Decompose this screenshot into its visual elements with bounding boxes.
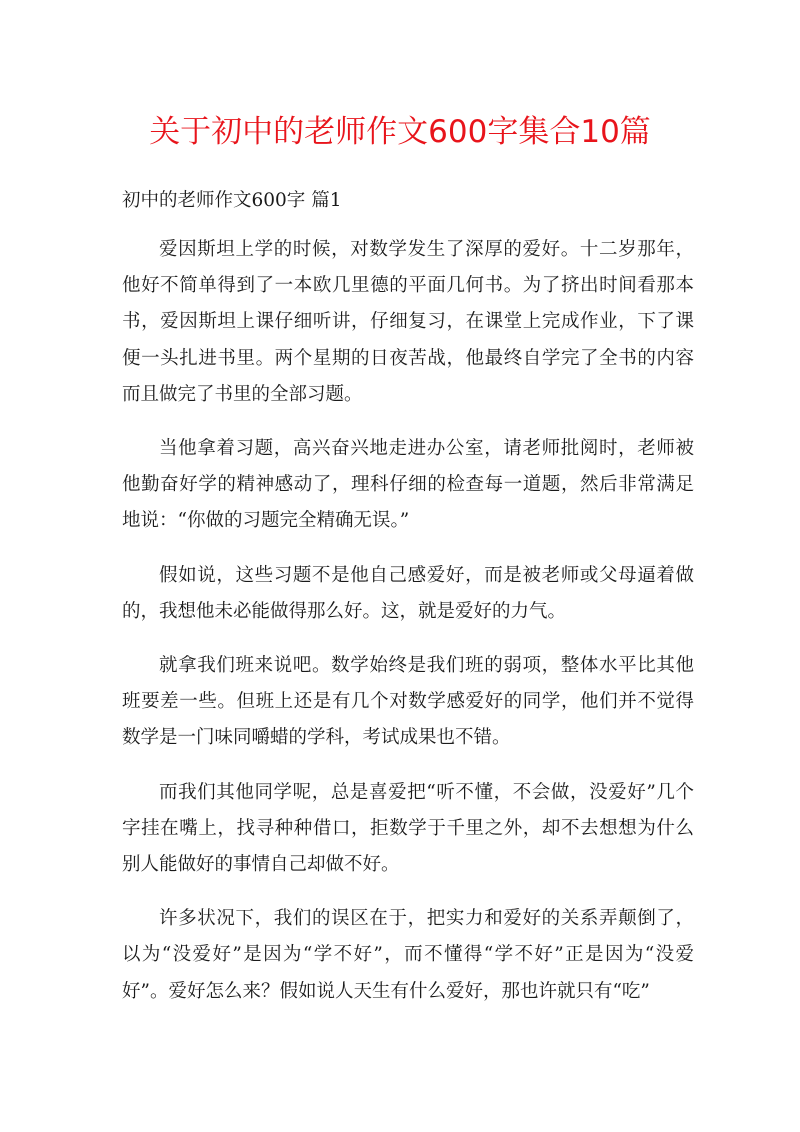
paragraph-2: 当他拿着习题，高兴奋兴地走进办公室，请老师批阅时，老师被他勤奋好学的精神感动了，理科仔细的检查每一道题，然后非常满足地说：“你做的习题完全精确无误。”	[122, 438, 694, 532]
paragraph-4: 就拿我们班来说吧。数学始终是我们班的弱项，整体水平比其他班要差一些。但班上还是有几个对数学感爱好的同学，他们并不觉得数学是一门味同嚼蜡的学科，考试成果也不错。	[122, 655, 694, 749]
paragraph-5: 而我们其他同学呢，总是喜爱把“听不懂，不会做，没爱好”几个字挂在嘴上，找寻种种借口，拒数学于千里之外，却不去想想为什么别人能做好的事情自己却做不好。	[122, 781, 694, 876]
document-title: 关于初中的老师作文600字集合10篇	[149, 114, 651, 150]
document-body	[122, 183, 694, 1010]
paragraph-6: 许多状况下，我们的误区在于，把实力和爱好的关系弄颠倒了，以为“没爱好”是因为“学不好”，而不懂得“学不好”正是因为“没爱好”。爱好怎么来？假如说人天生有什么爱好，那也许就只有“吃”	[122, 908, 694, 1002]
paragraph-1: 爱因斯坦上学的时候，对数学发生了深厚的爱好。十二岁那年，他好不简单得到了一本欧几里德的平面几何书。为了挤出时间看那本书，爱因斯坦上课仔细听讲，仔细复习，在课堂上完成作业，下了课便一头扎进书里。两个星期的日夜苦战，他最终自学完了全书的内容而且做完了书里的全部习题。	[122, 239, 694, 405]
section-heading: 初中的老师作文600字 篇1	[122, 190, 342, 211]
paragraph-3: 假如说，这些习题不是他自己感爱好，而是被老师或父母逼着做的，我想他未必能做得那么好。这，就是爱好的力气。	[122, 564, 694, 622]
